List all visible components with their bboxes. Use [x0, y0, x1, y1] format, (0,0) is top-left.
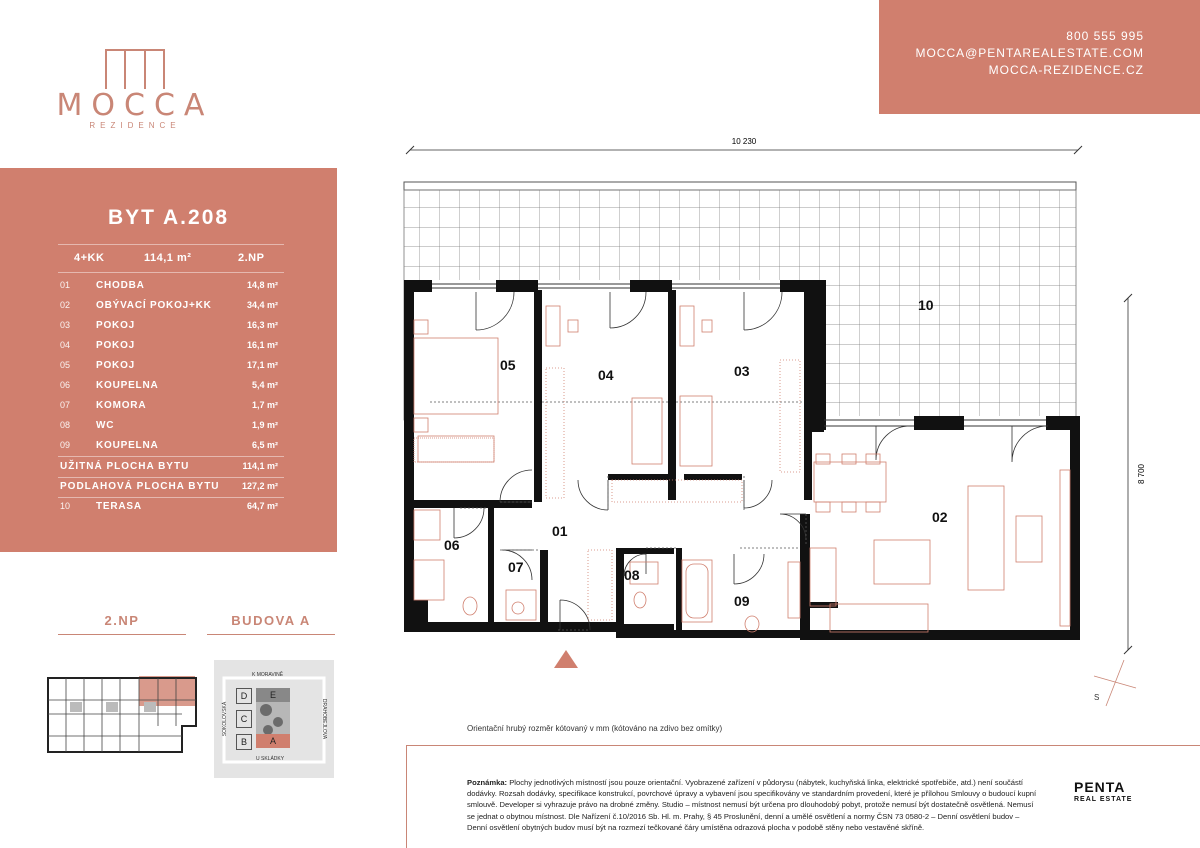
room-number-label: 10	[918, 297, 934, 313]
unit-area: 114,1 m²	[144, 252, 192, 264]
room-row	[58, 416, 284, 436]
room-name: POKOJ	[96, 360, 136, 371]
room-number: 03	[60, 320, 71, 330]
room-name: POKOJ	[96, 320, 136, 331]
room-number: 04	[60, 340, 71, 350]
room-area: 64,7 m²	[246, 501, 278, 511]
divider	[58, 244, 284, 245]
room-row	[58, 296, 284, 316]
room-number: 05	[60, 360, 71, 370]
building-label: BUDOVA A	[231, 613, 311, 628]
height-dim-label: 8 700	[1137, 463, 1146, 485]
unit-floor: 2.NP	[238, 252, 265, 264]
site-map	[214, 660, 334, 778]
room-number: 08	[60, 420, 71, 430]
room-number: 07	[60, 400, 71, 410]
room-name: OBÝVACÍ POKOJ+KK	[96, 300, 212, 311]
room-area: 1,7 m²	[251, 400, 278, 410]
floor-area-label: PODLAHOVÁ PLOCHA BYTU	[60, 481, 220, 492]
unit-info-panel	[0, 168, 337, 552]
developer-logo: PENTA	[1074, 779, 1126, 795]
street-top: K MORAVINĚ	[252, 672, 284, 678]
room-number: 02	[60, 300, 71, 310]
brand-name: MOCCA	[56, 88, 214, 123]
contact-phone[interactable]: 800 555 995	[1066, 29, 1144, 43]
room-number-label: 08	[624, 567, 640, 583]
room-number-label: 02	[932, 509, 948, 525]
block-b: B	[236, 734, 252, 750]
room-row	[58, 376, 284, 396]
divider	[207, 634, 335, 635]
brand-subtitle: REZIDENCE	[89, 121, 181, 130]
usable-area-row	[58, 457, 284, 477]
street-left: SOKOLOVSKÁ	[222, 701, 229, 737]
room-name: KOUPELNA	[96, 380, 159, 391]
terrace-row	[58, 497, 284, 517]
room-area: 16,1 m²	[246, 340, 278, 350]
mocca-logo-mark	[104, 48, 166, 90]
room-number: 01	[60, 280, 71, 290]
contact-web[interactable]: MOCCA-REZIDENCE.CZ	[988, 63, 1144, 77]
divider	[58, 272, 284, 273]
compass-icon	[1094, 660, 1136, 706]
compass-label: S	[1094, 693, 1100, 702]
disclaimer-label: Poznámka:	[467, 778, 508, 787]
entrance-marker	[554, 650, 578, 668]
room-area: 17,1 m²	[246, 360, 278, 370]
room-name: TERASA	[96, 501, 142, 512]
contact-box	[879, 0, 1200, 114]
room-number-label: 07	[508, 559, 524, 575]
floor-area-row	[58, 477, 284, 497]
room-name: KOUPELNA	[96, 440, 159, 451]
width-dim-label: 10 230	[731, 137, 757, 146]
room-area: 5,4 m²	[251, 380, 278, 390]
floor-plan	[400, 130, 1160, 702]
floor-key-plan	[44, 674, 200, 756]
room-number-label: 05	[500, 357, 516, 373]
room-number: 06	[60, 380, 71, 390]
contact-email[interactable]: MOCCA@PENTAREALESTATE.COM	[915, 46, 1144, 60]
street-right: DRAHOBEJLOVA	[321, 698, 328, 740]
room-name: POKOJ	[96, 340, 136, 351]
room-area: 1,9 m²	[251, 420, 278, 430]
usable-area-label: UŽITNÁ PLOCHA BYTU	[60, 461, 190, 472]
unit-title: BYT A.208	[107, 206, 230, 229]
room-row	[58, 336, 284, 356]
level-label: 2.NP	[104, 613, 140, 628]
room-area: 16,3 m²	[246, 320, 278, 330]
room-area: 34,4 m²	[246, 300, 278, 310]
room-number-label: 01	[552, 523, 568, 539]
divider	[58, 634, 186, 635]
room-row	[58, 396, 284, 416]
block-a: A	[256, 734, 290, 748]
room-row	[58, 436, 284, 456]
room-number-label: 04	[598, 367, 614, 383]
room-number-label: 03	[734, 363, 750, 379]
room-area: 6,5 m²	[251, 440, 278, 450]
room-row	[58, 316, 284, 336]
height-dimension	[1124, 294, 1132, 654]
room-row	[58, 356, 284, 376]
room-area: 14,8 m²	[246, 280, 278, 290]
dimension-note: Orientační hrubý rozměr kótovaný v mm (kótováno na zdivo bez omítky)	[467, 724, 723, 733]
disclaimer-text: Plochy jednotlivých místností jsou pouze orientační. Vyobrazené zařízení v půdorysu (nábytek, kuchyňská linka, elektrické spotřebiče, atd.) není součástí dodávky. Rozsah dodávky, specifikace konstrukcí, povrchové úpravy a vybavení jsou specifikovány ve standardním provedení, které je přílohou Smlouvy o budoucí kupní smlouvě. Developer si vyhrazuje právo na drobné změny. Studio – místnost nemusí být určena pro dlouhodobý pobyt, protože nemusí být dostatečně osvětlená. Nemusí se jednat o obytnou místnost. Dle Nařízení č.10/2016 Sb. Hl. m. Prahy, § 45 Proslunění, denní a umělé osvětlení a normy ČSN 73 0580-2 – Denní osvětlení budov – Denní osvětlení obytných budov musí být na rozmezí tečkované čáry umístěna odrazová plocha v podobě stěny nebo vestavěné skříně.	[467, 778, 1037, 832]
divider	[406, 745, 407, 848]
floor-area-value: 127,2 m²	[241, 481, 278, 491]
street-bottom: U SKLÁDKY	[256, 756, 285, 762]
room-number-label: 06	[444, 537, 460, 553]
width-dimension	[406, 146, 1082, 154]
room-number-label: 09	[734, 593, 750, 609]
block-d: D	[236, 688, 252, 704]
disclaimer	[467, 777, 1037, 833]
room-name: KOMORA	[96, 400, 147, 411]
room-name: WC	[96, 420, 115, 431]
room-row	[58, 276, 284, 296]
divider	[406, 745, 1200, 746]
developer-subtitle: REAL ESTATE	[1074, 796, 1133, 803]
room-number: 10	[60, 501, 71, 511]
room-name: CHODBA	[96, 280, 145, 291]
usable-area-value: 114,1 m²	[242, 461, 278, 471]
unit-layout: 4+KK	[74, 252, 105, 264]
room-number: 09	[60, 440, 71, 450]
block-e: E	[256, 688, 290, 702]
block-c: C	[236, 710, 252, 728]
